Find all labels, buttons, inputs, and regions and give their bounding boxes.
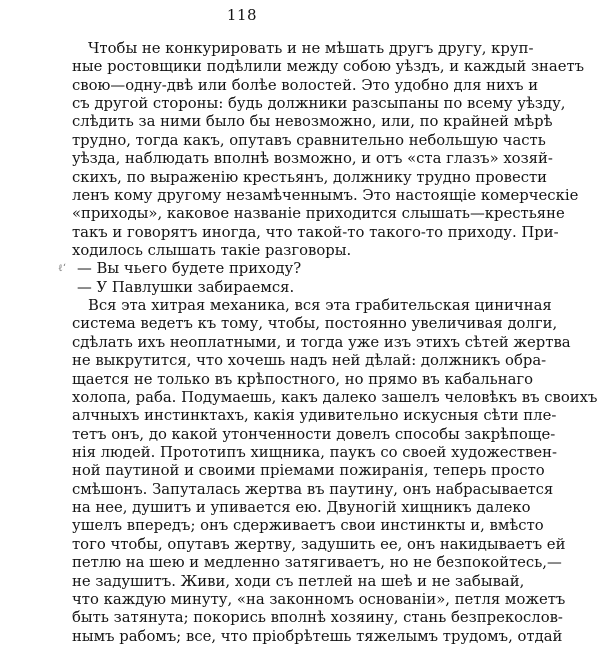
text-line: нымъ рабомъ; все, что пріобрѣтешь тяжелымъ трудомъ, отдай (72, 627, 563, 645)
text-line: Вся эта хитрая механика, вся эта грабительская циничная (88, 297, 552, 315)
text-line: смѣшонъ. Запуталась жертва въ паутину, онъ набрасывается (72, 480, 554, 498)
margin-mark: ℓ‘ (58, 263, 66, 275)
text-line: холопа, раба. Подумаешь, какъ далеко зашелъ человѣкъ въ своихъ (72, 388, 597, 406)
text-line: алчныхъ инстинктахъ, какія удивительно искусныя сѣти пле- (72, 407, 557, 425)
text-line: ушелъ впередъ; онъ сдерживаетъ свои инстинкты и, вмѣсто (72, 517, 544, 535)
text-line: «приходы», каковое названіе приходится слышать—крестьяне (72, 205, 565, 223)
text-line: что каждую минуту, «на законномъ основаніи», петля можетъ (72, 590, 566, 608)
text-line: того чтобы, опутавъ жертву, задушить ее, онъ накидываетъ ей (72, 535, 566, 553)
text-line: ходилось слышать такіе разговоры. (72, 242, 352, 259)
text-line: нія людей. Прототипъ хищника, паукъ со своей художествен- (72, 444, 557, 461)
text-line: не выкрутится, что хочешь надъ ней дѣлай: должникъ обра- (72, 352, 547, 370)
text-line: такъ и говорятъ иногда, что такой-то такого-то приходу. При- (72, 223, 559, 241)
text-line: тетъ онъ, до какой утонченности довелъ способы закрѣпоще- (72, 425, 556, 443)
text-line: система ведетъ къ тому, чтобы, постоянно увеличивая долги, (72, 315, 558, 333)
dialogue-line: — Вы чьего будете приходу? (77, 260, 302, 278)
text-line: ленъ кому другому незамѣченнымъ. Это настоящіе комерческіе (72, 186, 579, 204)
text-line: ные ростовщики подѣлили между собою уѣздъ, и каждый знаетъ (72, 58, 585, 76)
page-number: 118 (226, 6, 258, 24)
text-line: съ другой стороны: будь должники разсыпаны по всему уѣзду, (72, 95, 566, 113)
text-line: быть затянута; покорись вполнѣ хозяину, стань безпрекослов- (72, 609, 563, 627)
text-line: на нее, душитъ и упивается ею. Двуногій хищникъ далеко (72, 499, 531, 517)
text-line: трудно, тогда какъ, опутавъ сравнительно небольшую часть (72, 131, 546, 149)
text-line: ной паутиной и своими пріемами пожиранія, теперь просто (72, 462, 545, 480)
text-line: свою—одну-двѣ или болѣе волостей. Это удобно для нихъ и (72, 76, 539, 94)
text-line: сдѣлать ихъ неоплатными, и тогда уже изъ этихъ сѣтей жертва (72, 333, 571, 351)
text-line: уѣзда, наблюдать вполнѣ возможно, и отъ «ста глазъ» хозяй- (72, 150, 553, 168)
text-line: не задушитъ. Живи, ходи съ петлей на шеѣ и не забывай, (72, 572, 525, 590)
text-line: петлю на шею и медленно затягиваетъ, но не безпокойтесь,— (72, 554, 562, 572)
dialogue-line: — У Павлушки забираемся. (77, 278, 295, 296)
text-line: Чтобы не конкурировать и не мѣшать другъ другу, круп- (88, 40, 534, 57)
text-line: скихъ, по выраженію крестьянъ, должнику трудно провести (72, 168, 548, 186)
text-line: щается не только въ крѣпостного, но прямо въ кабальнаго (72, 370, 534, 388)
text-line: слѣдить за ними было бы невозможно, или, по крайней мѣрѣ (72, 113, 553, 131)
